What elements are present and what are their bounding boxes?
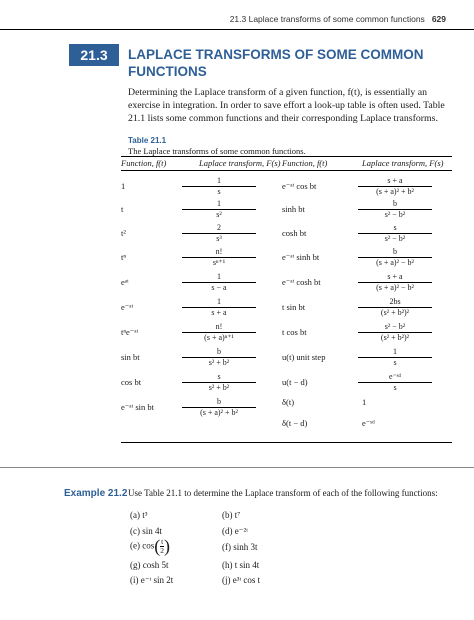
transform-denominator: s² bbox=[182, 209, 256, 220]
table-label: Table 21.1 bbox=[128, 136, 167, 145]
example-item-func: cos bbox=[142, 540, 155, 551]
transform-denominator: (s + a)ⁿ⁺¹ bbox=[182, 332, 256, 343]
transform-numerator: 1 bbox=[217, 272, 221, 281]
transform-numerator: n! bbox=[215, 247, 223, 256]
table-transform-left-4 bbox=[182, 272, 256, 292]
transform-denominator: s³ bbox=[182, 233, 256, 244]
example-item-a bbox=[130, 510, 147, 520]
example-item-id: (j) bbox=[222, 575, 233, 585]
table-bottom-rule bbox=[121, 442, 452, 443]
transform-numerator: s² − b² bbox=[384, 322, 406, 331]
example-item-expr: e⁻ᵗ sin 2t bbox=[140, 575, 174, 585]
table-function-left-5: e⁻ᵃᵗ bbox=[121, 302, 134, 312]
fraction-denominator: 2 bbox=[160, 546, 164, 555]
example-item-id: (g) bbox=[130, 560, 143, 570]
transform-denominator: (s + a)² + b² bbox=[182, 407, 256, 418]
table-transform-left-9 bbox=[182, 397, 256, 417]
example-item-c bbox=[130, 526, 162, 536]
table-function-right-8: u(t − d) bbox=[282, 377, 308, 387]
example-label: Example 21.2 bbox=[64, 488, 128, 499]
col-header-transform-1: Laplace transform, F(s) bbox=[199, 158, 281, 168]
table-transform-right-0 bbox=[358, 176, 432, 196]
table-transform-right-7 bbox=[358, 347, 432, 367]
transform-denominator: s bbox=[358, 357, 432, 368]
transform-denominator: (s + a)² + b² bbox=[358, 186, 432, 197]
example-item-expr: sinh 3t bbox=[233, 542, 258, 552]
transform-numerator: 1 bbox=[393, 347, 397, 356]
table-transform-right-1 bbox=[358, 199, 432, 219]
header-rule bbox=[0, 29, 474, 30]
table-function-right-6: t cos bt bbox=[282, 327, 307, 337]
section-number-badge: 21.3 bbox=[69, 44, 119, 66]
transform-numerator: b bbox=[393, 199, 397, 208]
table-function-right-4: e⁻ᵃᵗ cosh bt bbox=[282, 277, 321, 287]
example-item-j bbox=[222, 575, 260, 585]
table-function-right-0: e⁻ᵃᵗ cos bt bbox=[282, 181, 317, 191]
table-function-left-6: tⁿe⁻ᵃᵗ bbox=[121, 327, 139, 337]
table-function-left-7: sin bt bbox=[121, 352, 140, 362]
example-item-expr: t³ bbox=[142, 510, 148, 520]
example-item-i bbox=[130, 575, 173, 586]
table-function-left-0: 1 bbox=[121, 181, 126, 191]
table-function-left-8: cos bt bbox=[121, 377, 142, 387]
transform-numerator: s + a bbox=[387, 272, 403, 281]
table-function-left-3: tⁿ bbox=[121, 252, 127, 262]
table-caption: The Laplace transforms of some common functions. bbox=[128, 146, 306, 156]
example-item-id: (d) bbox=[222, 526, 235, 536]
example-text: Use Table 21.1 to determine the Laplace transform of each of the following functions: bbox=[128, 488, 438, 498]
table-transform-left-0 bbox=[182, 176, 256, 196]
transform-numerator: s + a bbox=[387, 176, 403, 185]
table-function-right-2: cosh bt bbox=[282, 228, 307, 238]
transform-denominator: s bbox=[182, 186, 256, 197]
example-item-d bbox=[222, 526, 248, 537]
table-function-right-7: u(t) unit step bbox=[282, 352, 326, 362]
example-item-e bbox=[130, 536, 170, 557]
right-paren: ) bbox=[164, 536, 170, 556]
table-function-right-3: e⁻ᵃᵗ sinh bt bbox=[282, 252, 320, 262]
running-head-section: 21.3 Laplace transforms of some common functions bbox=[229, 14, 425, 24]
example-item-id: (c) bbox=[130, 526, 143, 536]
running-head bbox=[230, 14, 446, 24]
section-separator bbox=[0, 467, 474, 468]
col-header-function-2: Function, f(t) bbox=[282, 158, 328, 168]
example-item-id: (a) bbox=[130, 510, 143, 520]
transform-numerator: b bbox=[217, 347, 221, 356]
table-transform-left-1 bbox=[182, 199, 256, 219]
col-header-function-1: Function, f(t) bbox=[121, 158, 167, 168]
table-transform-right-4 bbox=[358, 272, 432, 292]
transform-denominator: s + a bbox=[182, 307, 256, 318]
example-item-id: (h) bbox=[222, 560, 235, 570]
example-item-id: (i) bbox=[130, 575, 141, 585]
table-transform-right-10: e⁻ˢᵈ bbox=[362, 418, 375, 428]
transform-numerator: b bbox=[393, 247, 397, 256]
example-item-expr: e⁻²ᵗ bbox=[234, 526, 248, 536]
transform-numerator: e⁻ˢᵈ bbox=[389, 372, 401, 381]
transform-denominator: s bbox=[358, 382, 432, 393]
transform-numerator: n! bbox=[215, 322, 223, 331]
fraction-numerator: t bbox=[161, 537, 164, 546]
transform-denominator: s² + b² bbox=[182, 382, 256, 393]
table-transform-left-2 bbox=[182, 223, 256, 243]
table-transform-left-7 bbox=[182, 347, 256, 367]
transform-denominator: sⁿ⁺¹ bbox=[182, 257, 256, 268]
example-item-b bbox=[222, 510, 240, 520]
transform-denominator: (s + a)² − b² bbox=[358, 282, 432, 293]
table-transform-right-9: 1 bbox=[362, 397, 367, 407]
table-function-right-10: δ(t − d) bbox=[282, 418, 308, 428]
example-item-expr: sin 4t bbox=[142, 526, 163, 536]
table-transform-left-8 bbox=[182, 372, 256, 392]
page-number: 629 bbox=[431, 14, 446, 24]
table-function-left-9: e⁻ᵃᵗ sin bt bbox=[121, 402, 154, 412]
transform-denominator: s² − b² bbox=[358, 233, 432, 244]
example-item-expr: t⁷ bbox=[234, 510, 241, 520]
table-function-left-4: eᵃᵗ bbox=[121, 277, 129, 287]
table-function-left-2: t² bbox=[121, 228, 126, 238]
table-top-rule bbox=[121, 156, 452, 157]
table-transform-left-5 bbox=[182, 297, 256, 317]
transform-numerator: 2 bbox=[217, 223, 221, 232]
table-transform-right-5 bbox=[358, 297, 432, 317]
left-paren: ( bbox=[154, 536, 161, 556]
table-function-left-1: t bbox=[121, 204, 124, 214]
example-item-id: (f) bbox=[222, 542, 234, 552]
transform-numerator: 1 bbox=[217, 297, 221, 306]
table-header-rule bbox=[121, 170, 452, 171]
table-function-right-1: sinh bt bbox=[282, 204, 305, 214]
table-transform-right-8 bbox=[358, 372, 432, 392]
transform-denominator: s² − b² bbox=[358, 209, 432, 220]
transform-denominator: s² + b² bbox=[182, 357, 256, 368]
table-function-right-9: δ(t) bbox=[282, 397, 295, 407]
section-title: LAPLACE TRANSFORMS OF SOME COMMON FUNCTIONS bbox=[128, 47, 424, 79]
table-function-right-5: t sin bt bbox=[282, 302, 306, 312]
transform-numerator: 1 bbox=[217, 199, 221, 208]
example-item-f bbox=[222, 542, 258, 552]
transform-denominator: (s² + b²)² bbox=[358, 332, 432, 343]
table-transform-left-6 bbox=[182, 322, 256, 342]
example-item-expr: t sin 4t bbox=[234, 560, 260, 570]
transform-numerator: s bbox=[217, 372, 221, 381]
table-transform-right-6 bbox=[358, 322, 432, 342]
table-transform-right-2 bbox=[358, 223, 432, 243]
col-header-transform-2: Laplace transform, F(s) bbox=[362, 158, 444, 168]
transform-denominator: (s² + b²)² bbox=[358, 307, 432, 318]
example-item-g bbox=[130, 560, 169, 570]
transform-numerator: 1 bbox=[217, 176, 221, 185]
transform-denominator: s − a bbox=[182, 282, 256, 293]
transform-numerator: b bbox=[217, 397, 221, 406]
table-transform-right-3 bbox=[358, 247, 432, 267]
transform-numerator: s bbox=[393, 223, 397, 232]
example-item-expr: e³ᵗ cos t bbox=[232, 575, 261, 585]
example-item-id: (e) bbox=[130, 540, 143, 551]
transform-numerator: 2bs bbox=[389, 297, 401, 306]
table-transform-left-3 bbox=[182, 247, 256, 267]
intro-paragraph: Determining the Laplace transform of a given function, f(t), is essentially an exercise in integration. In order to save effort a look-up table is often used. Table 21.1 lists some common functions and their corresponding Laplace transforms. bbox=[128, 87, 445, 124]
example-item-h bbox=[222, 560, 259, 570]
transform-denominator: (s + a)² − b² bbox=[358, 257, 432, 268]
example-item-expr: cosh 5t bbox=[142, 560, 169, 570]
example-item-id: (b) bbox=[222, 510, 235, 520]
